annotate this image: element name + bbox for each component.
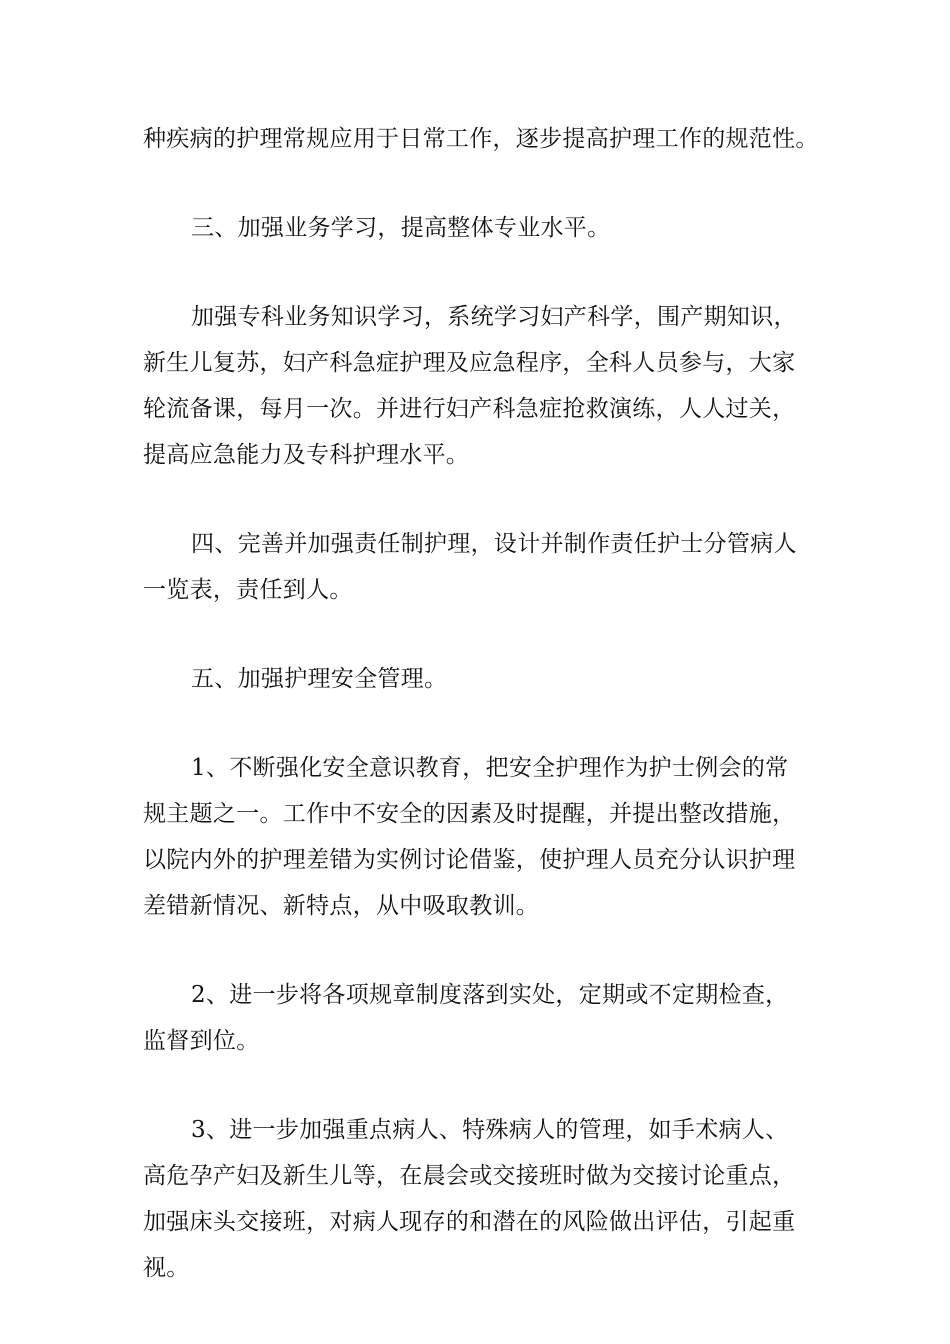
section-heading-3 [143, 205, 815, 251]
text-line: 一览表，责任到人。 [143, 577, 353, 603]
text-line: 视。 [143, 1255, 190, 1281]
text-line: 加强专科业务知识学习，系统学习妇产科学，围产期知识， [191, 304, 797, 330]
text-line: 1、不断强化安全意识教育，把安全护理作为护士例会的常 [191, 755, 789, 781]
list-item-3 [143, 1107, 815, 1291]
text-line: 四、完善并加强责任制护理，设计并制作责任护士分管病人 [191, 531, 797, 557]
text-line: 2、进一步将各项规章制度落到实处，定期或不定期检查， [191, 982, 789, 1008]
section-heading-4 [143, 521, 815, 613]
text-line: 新生儿复苏，妇产科急症护理及应急程序，全科人员参与，大家 [143, 350, 796, 376]
text-line: 提高应急能力及专科护理水平。 [143, 442, 470, 468]
text-line: 加强床头交接班，对病人现存的和潜在的风险做出评估，引起重 [143, 1209, 796, 1235]
section-heading-5 [143, 656, 815, 702]
text-line: 三、加强业务学习，提高整体专业水平。 [191, 215, 611, 241]
text-line: 规主题之一。工作中不安全的因素及时提醒，并提出整改措施， [143, 801, 796, 827]
list-item-2 [143, 972, 815, 1064]
document-body [143, 116, 819, 1334]
paragraph-continuation [143, 116, 819, 162]
text-line: 轮流备课，每月一次。并进行妇产科急症抢救演练，人人过关， [143, 396, 796, 422]
paragraph-study [143, 294, 815, 478]
list-item-1 [143, 745, 815, 929]
text-line: 高危孕产妇及新生儿等，在晨会或交接班时做为交接讨论重点， [143, 1163, 796, 1189]
text-line: 差错新情况、新特点，从中吸取教训。 [143, 893, 540, 919]
text-line: 五、加强护理安全管理。 [191, 666, 448, 692]
text-line: 3、进一步加强重点病人、特殊病人的管理，如手术病人、 [191, 1117, 789, 1143]
text-line: 监督到位。 [143, 1028, 260, 1054]
text-line: 种疾病的护理常规应用于日常工作，逐步提高护理工作的规范性。 [143, 126, 819, 152]
text-line: 以院内外的护理差错为实例讨论借鉴，使护理人员充分认识护理 [143, 847, 796, 873]
